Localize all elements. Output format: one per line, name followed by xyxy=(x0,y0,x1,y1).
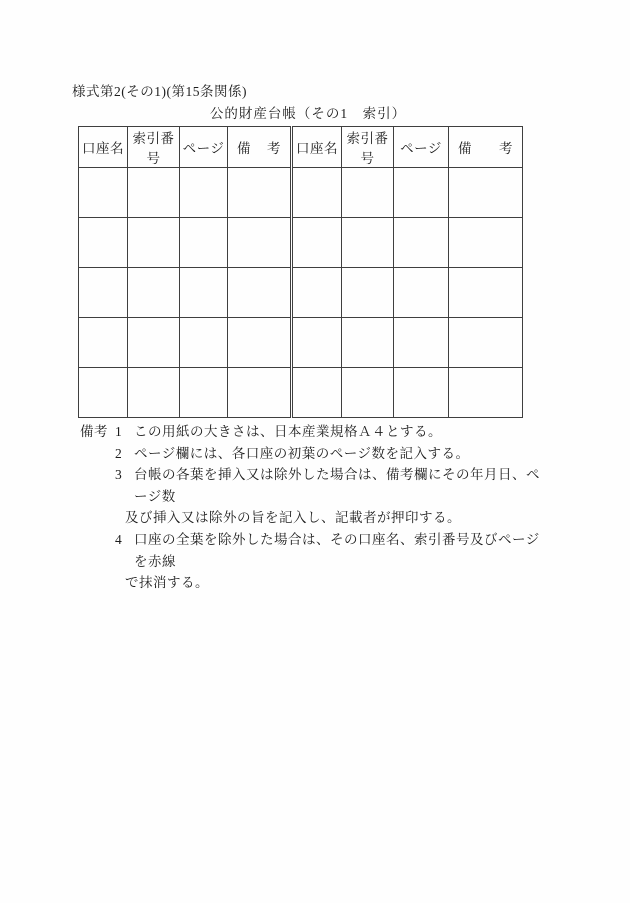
col-header-remarks-2: 備 考 xyxy=(449,127,523,168)
table-row xyxy=(79,218,523,268)
table-row xyxy=(79,268,523,318)
table-cell xyxy=(128,368,180,418)
table-cell xyxy=(292,218,342,268)
note-number: 4 xyxy=(115,531,123,547)
table-cell xyxy=(342,218,394,268)
notes-section xyxy=(80,421,550,594)
table-cell xyxy=(128,168,180,218)
table-header-row xyxy=(79,127,523,168)
form-label: 様式第2(その1)(第15条関係) xyxy=(72,84,247,99)
table-cell xyxy=(449,318,523,368)
table-cell xyxy=(79,168,128,218)
table-cell xyxy=(128,268,180,318)
col-header-index-number-2: 索引番号 xyxy=(342,127,394,168)
table-cell xyxy=(79,268,128,318)
note-text: この用紙の大きさは、日本産業規格Ａ４とする。 xyxy=(134,424,442,439)
note-item-1 xyxy=(115,421,550,443)
table-cell xyxy=(449,218,523,268)
table-cell xyxy=(79,368,128,418)
table-row xyxy=(79,168,523,218)
notes-label: 備考 xyxy=(80,424,108,439)
note-item-4 xyxy=(115,529,550,594)
note-text-continuation: 及び挿入又は除外の旨を記入し、記載者が押印する。 xyxy=(125,510,461,526)
page-title: 公的財産台帳（その1 索引） xyxy=(209,106,407,121)
note-text-continuation: で抹消する。 xyxy=(125,575,209,591)
table-cell xyxy=(79,318,128,368)
index-table-body xyxy=(79,168,523,418)
table-cell xyxy=(180,268,228,318)
table-cell xyxy=(180,318,228,368)
note-text: 口座の全葉を除外した場合は、その口座名、索引番号及びページを赤線 xyxy=(134,531,540,569)
table-cell xyxy=(342,168,394,218)
table-cell xyxy=(228,268,292,318)
table-cell xyxy=(228,168,292,218)
table-cell xyxy=(394,168,449,218)
note-text: 台帳の各葉を挿入又は除外した場合は、備考欄にその年月日、ページ数 xyxy=(134,467,540,504)
col-header-account-name: 口座名 xyxy=(79,127,128,168)
table-cell xyxy=(342,268,394,318)
table-cell xyxy=(292,268,342,318)
table-cell xyxy=(292,368,342,418)
note-number: 3 xyxy=(115,467,123,483)
table-row xyxy=(79,368,523,418)
col-header-index-number: 索引番号 xyxy=(128,127,180,168)
table-cell xyxy=(449,268,523,318)
index-table xyxy=(78,126,523,418)
col-header-page-2: ページ xyxy=(394,127,449,168)
table-cell xyxy=(180,218,228,268)
col-header-page: ページ xyxy=(180,127,228,168)
table-cell xyxy=(342,368,394,418)
table-cell xyxy=(292,168,342,218)
col-header-account-name-2: 口座名 xyxy=(292,127,342,168)
table-cell xyxy=(228,318,292,368)
table-cell xyxy=(180,368,228,418)
table-cell xyxy=(394,368,449,418)
table-cell xyxy=(394,218,449,268)
col-header-remarks: 備 考 xyxy=(228,127,292,168)
note-number: 2 xyxy=(115,445,123,461)
table-cell xyxy=(79,218,128,268)
table-cell xyxy=(394,318,449,368)
note-number: 1 xyxy=(115,424,123,439)
table-cell xyxy=(128,318,180,368)
note-text: ページ欄には、各口座の初葉のページ数を記入する。 xyxy=(134,445,470,461)
table-cell xyxy=(449,168,523,218)
table-cell xyxy=(449,368,523,418)
table-cell xyxy=(180,168,228,218)
table-cell xyxy=(128,218,180,268)
table-cell xyxy=(228,218,292,268)
note-item-3 xyxy=(115,464,550,529)
table-cell xyxy=(292,318,342,368)
table-cell xyxy=(228,368,292,418)
table-cell xyxy=(342,318,394,368)
table-row xyxy=(79,318,523,368)
note-item-2 xyxy=(115,443,550,465)
table-cell xyxy=(394,268,449,318)
